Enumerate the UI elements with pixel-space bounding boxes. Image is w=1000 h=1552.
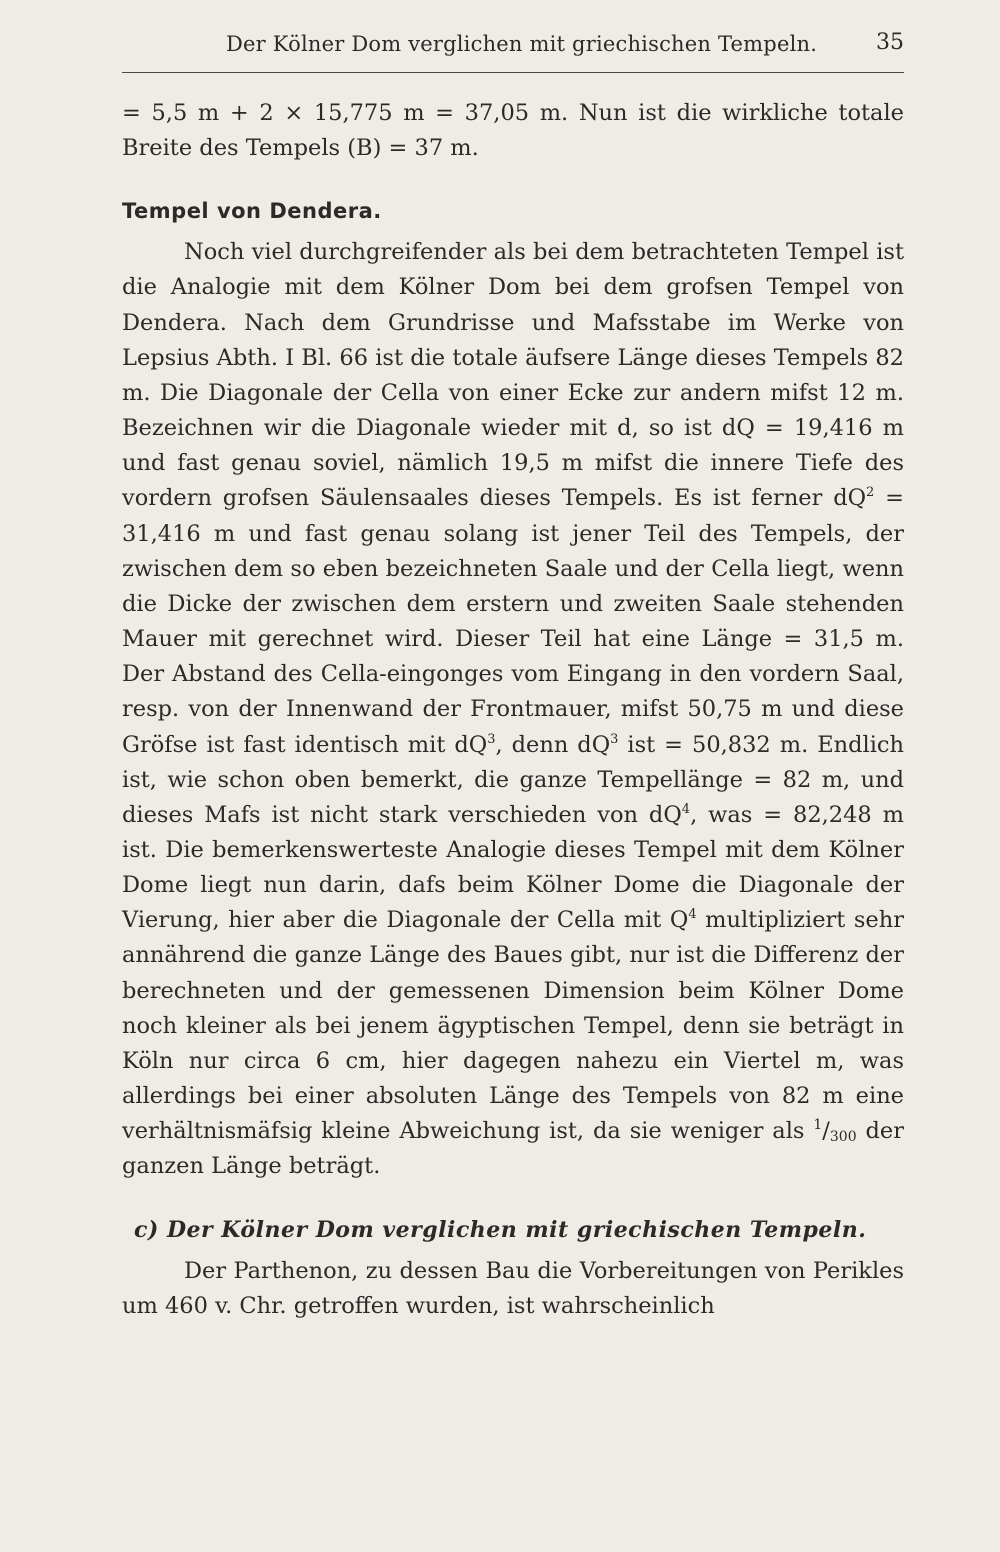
paragraph-continuation: = 5,5 m + 2 × 15,775 m = 37,05 m. Nun ist die wirkliche totale Breite des Tempels (B) = 37 m. [122, 100, 904, 162]
text-run: = 31,416 m und fast genau solang ist jener Teil des Tempels, der zwischen dem so eben bezeichneten Saale und der Cella liegt, wenn die Dicke der zwischen dem erstern und zweiten Saale stehenden Mauer mit gerechnet wird. Dieser Teil hat eine Länge = 31,5 m. Der Abstand des Cella-eingonges vom Eingang in den vordern Saal, resp. von der Innenwand der Frontmauer, mifst 50,75 m und diese Gröfse ist fast identisch mit dQ [122, 485, 904, 758]
section-heading-dendera: Tempel von Dendera. [122, 199, 382, 224]
superscript: 4 [681, 801, 691, 817]
header-rule [122, 72, 904, 73]
subsection-heading-greek: c) Der Kölner Dom verglichen mit griechischen Tempeln. [134, 1216, 867, 1243]
running-title: Der Kölner Dom verglichen mit griechischen Tempeln. [226, 32, 818, 56]
superscript: 4 [688, 907, 697, 923]
text-run: Noch viel durchgreifender als bei dem betrachteten Tempel ist die Analogie mit dem Kölner Dom bei dem grofsen Tempel von Dendera. Nach dem Grundrisse und Mafsstabe im Werke von Lepsius Abth. I Bl. 66 ist die totale äufsere Länge dieses Tempels 82 m. Die Diagonale der Cella von einer Ecke zur andern mifst 12 m. Bezeichnen wir die Diagonale wieder mit d, so ist dQ = 19,416 m und fast genau soviel, nämlich 19,5 m mifst die innere Tiefe des vordern grofsen Säulensaales dieses Tempels. Es ist ferner dQ [122, 239, 904, 512]
superscript: 3 [610, 731, 619, 747]
fraction-numerator: 1 [813, 1117, 823, 1134]
text-run: ist = 50,832 m. Endlich ist, wie schon oben bemerkt, die ganze Tempellänge = 82 m, und dieses Mafs ist nicht stark verschieden von dQ [122, 731, 905, 828]
superscript: 2 [866, 485, 875, 501]
page-number: 35 [876, 30, 904, 55]
text-run: , denn dQ [495, 731, 611, 758]
text-run: , was = 82,248 m ist. Die bemerkenswerteste Analogie dieses Tempel mit dem Kölner Dome liegt nun darin, dafs beim Kölner Dome die Diagonale der Vierung, hier aber die Diagonale der Cella mit Q [122, 801, 904, 934]
body-text [122, 96, 904, 1324]
running-head [122, 30, 904, 64]
fraction-denominator: 300 [829, 1129, 857, 1146]
text-run: multipliziert sehr annährend die ganze Länge des Baues gibt, nur ist die Differenz der berechneten und der gemessenen Dimension beim Kölner Dome noch kleiner als bei jenem ägyptischen Tempel, denn sie beträgt in Köln nur circa 6 cm, hier dagegen nahezu ein Viertel m, was allerdings bei einer absoluten Länge des Tempels von 82 m eine verhältnismäfsig kleine Abweichung ist, da sie weniger als [122, 907, 904, 1145]
paragraph-parthenon: Der Parthenon, zu dessen Bau die Vorbereitungen von Perikles um 460 v. Chr. getroffen wurden, ist wahrscheinlich [122, 1257, 904, 1319]
text-run: der ganzen Länge beträgt. [122, 1118, 904, 1180]
paragraph-dendera: Noch viel durchgreifender als bei dem betrachteten Tempel ist die Analogie mit dem Kölner Dom bei dem grofsen Tempel von Dendera. Nach dem Grundrisse und Mafsstabe im Werke von Lepsius Abth. I Bl. 66 ist die totale äufsere Länge dieses Tempels 82 m. Die Diagonale der Cella von einer Ecke zur andern mifst 12 m. Bezeichnen wir die Diagonale wieder mit d, so ist dQ = 19,416 m und fast genau soviel, nämlich 19,5 m mifst die innere Tiefe des vordern grofsen Säulensaales dieses Tempels. Es ist ferner $dQ^2 = 31,416$ m und fast genau solang ist jener Teil des Tempels, der zwischen dem so eben bezeichneten Saale und der Cella liegt, wenn die Dicke der zwischen dem erstern und zweiten Saale stehenden Mauer mit gerechnet wird. Dieser Teil hat eine Länge = 31,5 m. Der Abstand des Cella-eingonges vom Eingang in den vordern Saal, resp. von der Innenwand der Frontmauer, mifst 50,75 m und diese Gröfse ist fast identisch mit $dQ^3$, denn $dQ^3$ ist = 50,832 m. Endlich ist, wie schon oben bemerkt, die ganze Tempellänge = 82 m, und dieses Mafs ist nicht stark verschieden von $dQ^4$, was = 82,248 m ist. Die bemerkenswerteste Analogie dieses Tempel mit dem Kölner Dome liegt nun darin, dafs beim Kölner Dome die Diagonale der Vierung, hier aber die Diagonale der Cella mit $Q^4$ multipliziert sehr annährend die ganze Länge des Baues gibt, nur ist die Differenz der berechneten und der gemessenen Dimension beim Kölner Dome noch kleiner als bei jenem ägyptischen Tempel, denn sie beträgt in Köln nur circa 6 cm, hier dagegen nahezu ein Viertel m, was allerdings bei einer absoluten Länge des Tempels von 82 m eine verhältnismäfsig kleine Abweichung ist, da sie weniger als $^1$/300 der ganzen Länge beträgt. [122, 239, 905, 1180]
superscript: 3 [487, 731, 496, 747]
